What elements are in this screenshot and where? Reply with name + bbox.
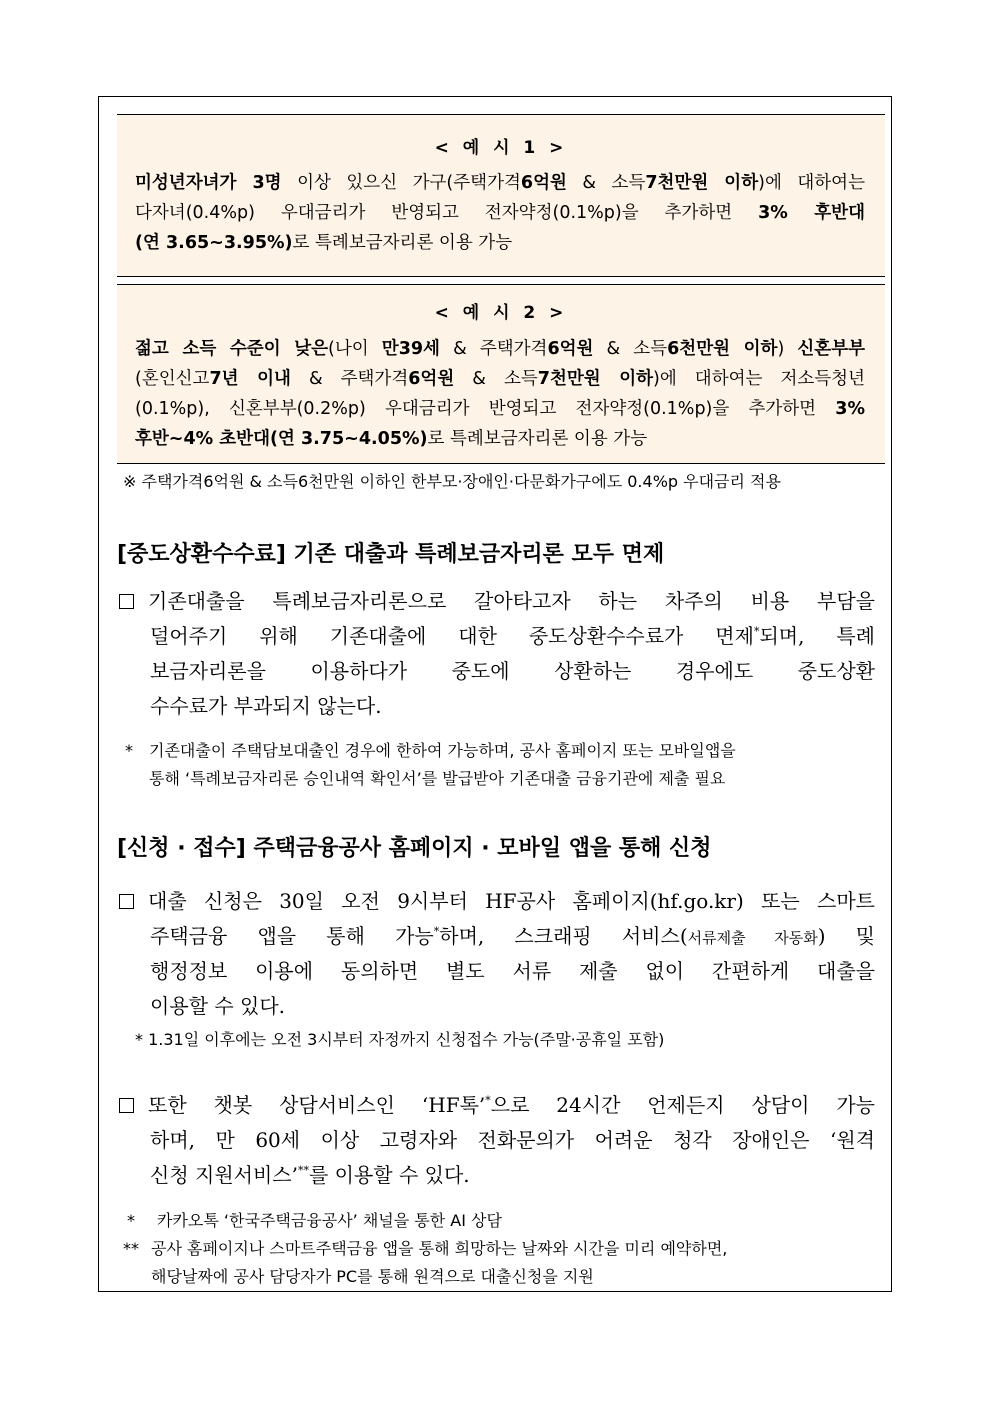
example2-title: < 예 시 2 >: [434, 303, 568, 323]
section2-title: [신청 · 접수] 주택금융공사 홈페이지 · 모바일 앱을 통해 신청: [117, 836, 712, 861]
section2-paragraph1: 대출 신청은 30일 오전 9시부터 HF공사 홈페이지(hf.go.kr) 또는 스마트 주택금융 앱을 통해 가능*하며, 스크래핑 서비스(서류제출 자동화) 및 행정정보 이용에 동의하면 별도 서류 제출 없이 간편하게 대출을 이용할 수 있다.: [119, 884, 875, 1024]
checkbox-square-icon: [119, 894, 134, 909]
example2-box: [117, 284, 885, 464]
example2-line4: 후반~4% 초반대(연 3.75~4.05%)로 특례보금자리론 이용 가능: [135, 429, 648, 449]
example2-line2: (혼인신고7년 이내 & 주택가격6억원 & 소득7천만원 이하)에 대하여는 저소득청년: [135, 369, 865, 389]
section2-footnote1: * 1.31일 이후에는 오전 3시부터 자정까지 신청접수 가능(주말·공휴일 포함): [135, 1030, 665, 1049]
section2-paragraph2: 또한 챗봇 상담서비스인 ‘HF톡’*으로 24시간 언제든지 상담이 가능 하며, 만 60세 이상 고령자와 전화문의가 어려운 청각 장애인은 ‘원격 신청 지원서비스’**를 이용할 수 있다.: [119, 1088, 875, 1193]
reference-note: ※ 주택가격6억원 & 소득6천만원 이하인 한부모·장애인·다문화가구에도 0.4%p 우대금리 적용: [123, 472, 781, 491]
example1-box: [117, 114, 885, 277]
document-frame: [98, 96, 892, 1292]
section1-paragraph: 기존대출을 특례보금자리론으로 갈아타고자 하는 차주의 비용 부담을 덜어주기 위해 기존대출에 대한 중도상환수수료가 면제*되며, 특례 보금자리론을 이용하다가 중도에 상환하는 경우에도 중도상환 수수료가 부과되지 않는다.: [119, 584, 875, 724]
section2-footnote2: * 카카오톡 ‘한국주택금융공사’ 채널을 통한 AI 상담: [127, 1211, 502, 1230]
example1-line1: 미성년자녀가 3명 이상 있으신 가구(주택가격6억원 & 소득7천만원 이하)에 대하여는: [135, 173, 865, 193]
footnote-mark: *: [125, 741, 133, 760]
checkbox-square-icon: [119, 594, 134, 609]
example1-title: < 예 시 1 >: [434, 138, 568, 158]
example2-line1: 젊고 소득 수준이 낮은(나이 만39세 & 주택가격6억원 & 소득6천만원 이하) 신혼부부: [135, 339, 865, 359]
example2-line3: (0.1%p), 신혼부부(0.2%p) 우대금리가 반영되고 전자약정(0.1%p)을 추가하면 3%: [135, 399, 865, 419]
section1-footnote: * 기존대출이 주택담보대출인 경우에 한하여 가능하며, 공사 홈페이지 또는 모바일앱을 통해 ‘특례보금자리론 승인내역 확인서’를 발급받아 기존대출 금융기관에 제출 필요: [123, 737, 875, 793]
example1-line2: 다자녀(0.4%p) 우대금리가 반영되고 전자약정(0.1%p)을 추가하면 3% 후반대: [135, 203, 865, 223]
checkbox-square-icon: [119, 1098, 134, 1113]
section1-title: [중도상환수수료] 기존 대출과 특례보금자리론 모두 면제: [117, 542, 665, 567]
footnote-star: *: [753, 625, 760, 638]
section2-footnote3: ** 공사 홈페이지나 스마트주택금융 앱을 통해 희망하는 날짜와 시간을 미리 예약하면, 해당날짜에 공사 담당자가 PC를 통해 원격으로 대출신청을 지원: [123, 1239, 728, 1286]
example1-line3: (연 3.65~3.95%)로 특례보금자리론 이용 가능: [135, 233, 513, 253]
